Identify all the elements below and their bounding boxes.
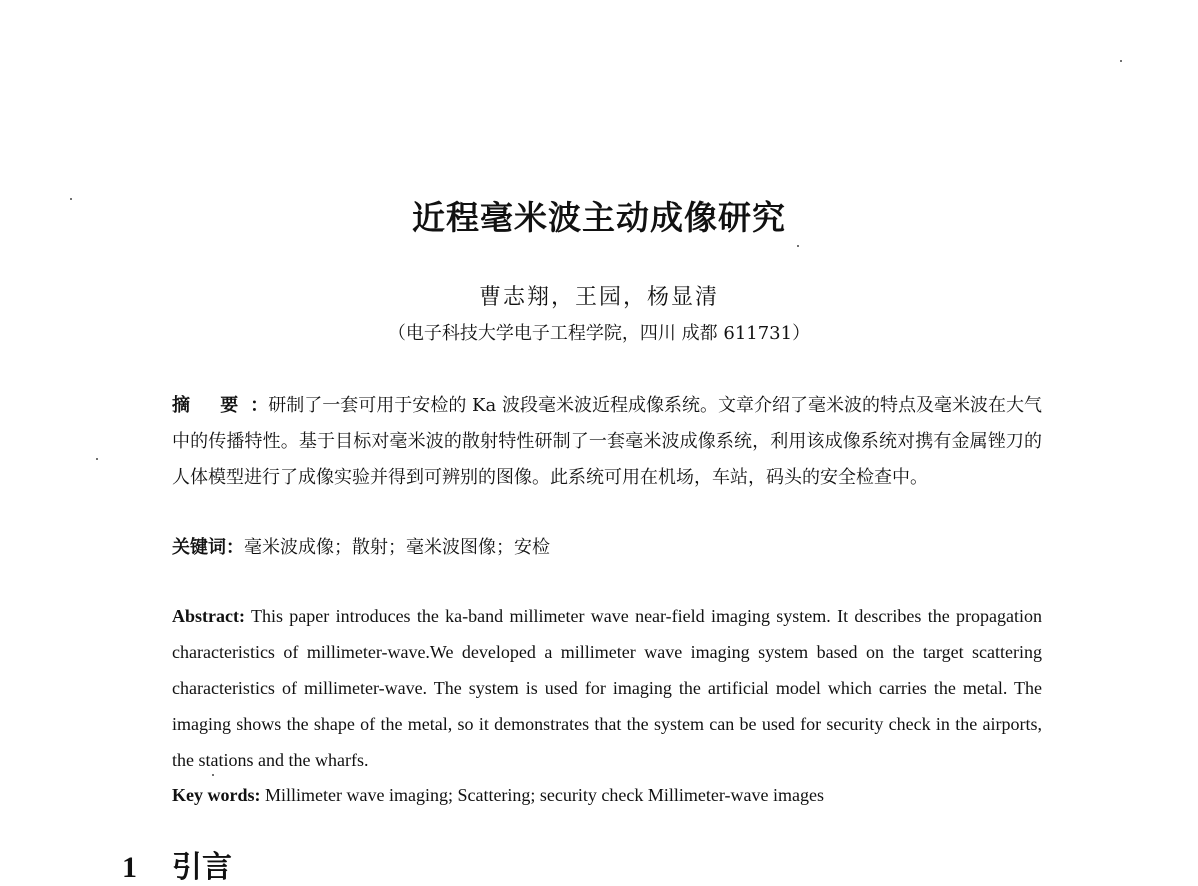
english-abstract bbox=[172, 598, 1042, 778]
paper-title: 近程毫米波主动成像研究 bbox=[412, 198, 786, 237]
chinese-keywords-label: 关键词： bbox=[172, 537, 244, 558]
chinese-abstract-text: 研制了一套可用于安检的 Ka 波段毫米波近程成像系统。文章介绍了毫米波的特点及毫米波在大气中的传播特性。基于目标对毫米波的散射特性研制了一套毫米波成像系统，利用该成像系统对携有金属锉刀的人体模型进行了成像实验并得到可辨别的图像。此系统可用在机场，车站，码头的安全检查中。 bbox=[172, 395, 1043, 488]
chinese-abstract bbox=[172, 388, 1042, 496]
chinese-abstract-colon: ： bbox=[250, 395, 269, 416]
scan-speck bbox=[70, 198, 72, 200]
scan-speck bbox=[96, 458, 98, 460]
chinese-keywords-text: 毫米波成像；散射；毫米波图像；安检 bbox=[244, 537, 550, 558]
scan-speck bbox=[212, 774, 214, 776]
english-abstract-label: Abstract: bbox=[172, 606, 245, 626]
section-heading bbox=[122, 842, 232, 886]
affiliation: （电子科技大学电子工程学院，四川 成都 611731） bbox=[387, 323, 811, 344]
english-keywords-text: Millimeter wave imaging; Scattering; security check Millimeter-wave images bbox=[260, 785, 824, 805]
chinese-abstract-label: 摘 要 bbox=[172, 395, 251, 416]
section-title: 引言 bbox=[172, 850, 232, 885]
scan-speck bbox=[797, 245, 799, 247]
scan-speck bbox=[1120, 60, 1122, 62]
english-keywords-label: Key words: bbox=[172, 785, 261, 805]
english-abstract-text: This paper introduces the ka-band millimeter wave near-field imaging system. It describes the propagation characteristics of millimeter-wave.We developed a millimeter wave imaging system based on the target scattering characteristics of millimeter-wave. The system is used for imaging the artificial model which carries the metal. The imaging shows the shape of the metal, so it demonstrates that the system can be used for security check in the airports, the stations and the wharfs. bbox=[172, 606, 1042, 770]
chinese-keywords bbox=[172, 533, 1042, 563]
author-list: 曹志翔，王园，杨显清 bbox=[478, 285, 719, 310]
english-keywords bbox=[172, 780, 1042, 810]
section-number: 1 bbox=[122, 851, 137, 884]
